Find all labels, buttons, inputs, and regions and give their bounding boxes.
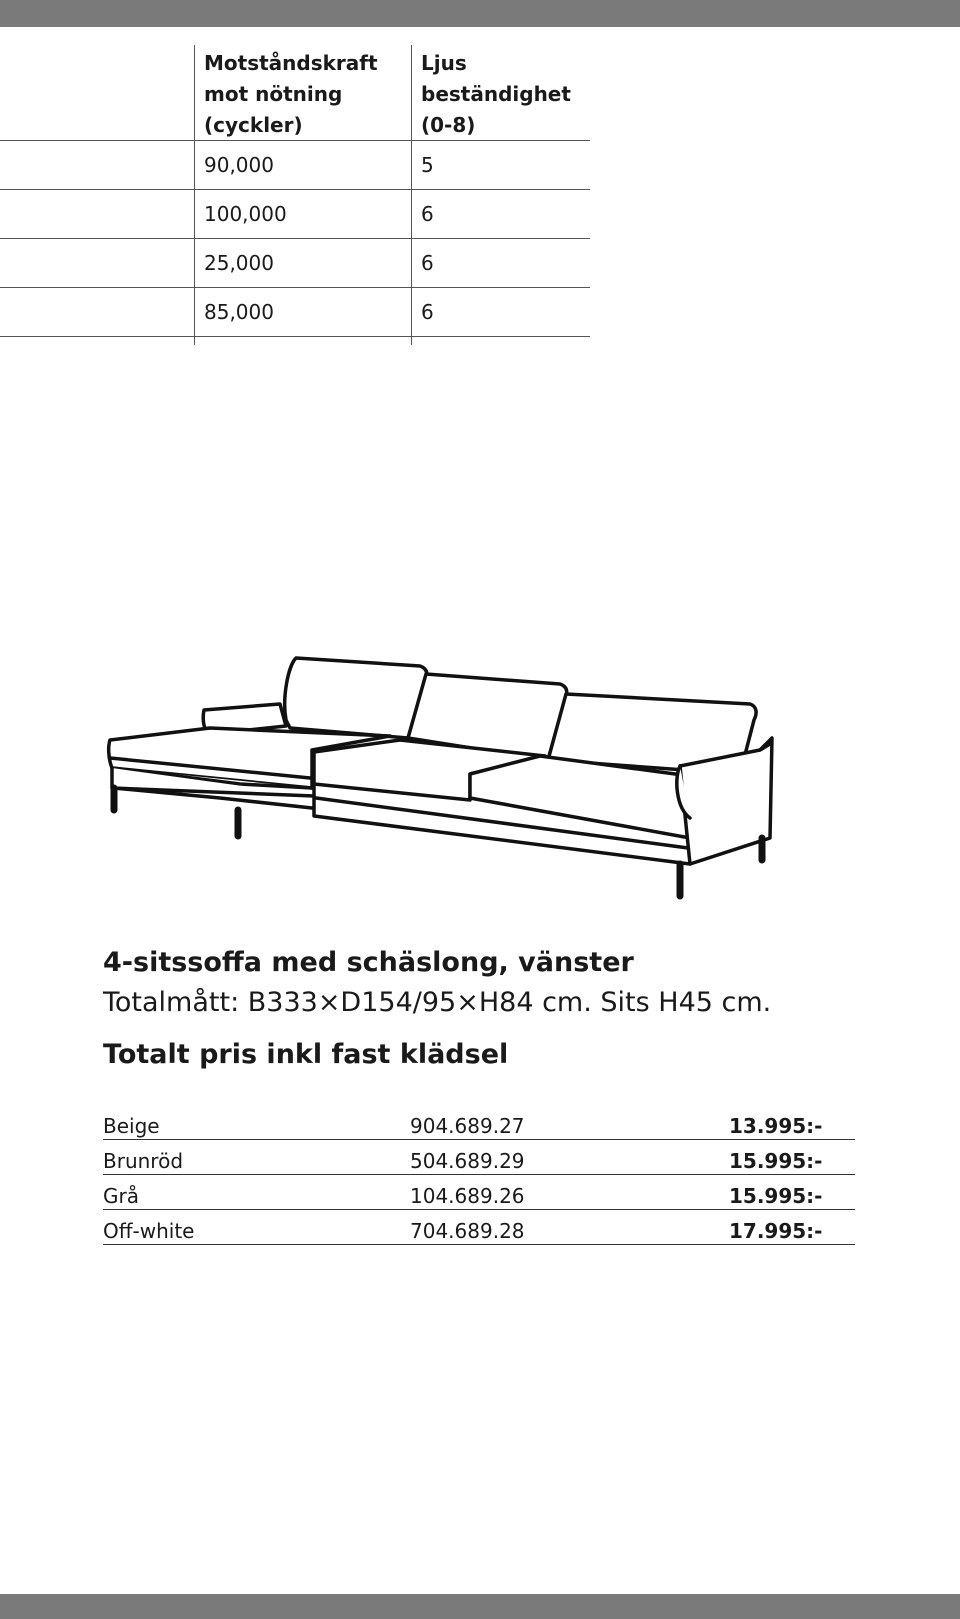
article-number: 104.689.26: [410, 1184, 525, 1208]
table-header: [0, 36, 590, 141]
abrasion-value: 90,000: [204, 153, 274, 177]
table-row: [103, 1175, 855, 1210]
table-row: [103, 1210, 855, 1245]
price: 15.995:-: [729, 1184, 823, 1208]
abrasion-value: 100,000: [204, 202, 287, 226]
bottom-bar: [0, 1594, 960, 1619]
abrasion-value: 85,000: [204, 300, 274, 324]
article-number: 504.689.29: [410, 1149, 525, 1173]
product-title: 4-sitssoffa med schäslong, vänster: [103, 947, 634, 978]
price-table: [103, 1105, 855, 1245]
article-number: 904.689.27: [410, 1114, 525, 1138]
table-row: [0, 239, 590, 288]
color-name: Off-white: [103, 1219, 195, 1243]
header-abrasion: Motståndskraft mot nötning (cyckler): [204, 51, 378, 137]
table-row: [0, 190, 590, 239]
table-row: [0, 288, 590, 337]
light-value: 5: [421, 153, 434, 177]
light-value: 6: [421, 251, 434, 275]
table-row: [103, 1105, 855, 1140]
header-light-fastness: Ljus beständighet (0-8): [421, 51, 571, 137]
color-name: Brunröd: [103, 1149, 184, 1173]
product-dimensions: Totalmått: B333×D154/95×H84 cm. Sits H45 cm.: [103, 987, 772, 1018]
light-value: 6: [421, 202, 434, 226]
article-number: 704.689.28: [410, 1219, 525, 1243]
top-bar: [0, 0, 960, 27]
price: 13.995:-: [729, 1114, 823, 1138]
catalog-page: [0, 27, 960, 1594]
price: 15.995:-: [729, 1149, 823, 1173]
color-name: Beige: [103, 1114, 160, 1138]
sofa-illustration: [100, 638, 810, 938]
fabric-spec-table: [0, 36, 590, 337]
color-name: Grå: [103, 1184, 139, 1208]
price-heading: Totalt pris inkl fast klädsel: [103, 1039, 509, 1070]
price: 17.995:-: [729, 1219, 823, 1243]
table-row: [103, 1140, 855, 1175]
table-row: [0, 141, 590, 190]
abrasion-value: 25,000: [204, 251, 274, 275]
light-value: 6: [421, 300, 434, 324]
